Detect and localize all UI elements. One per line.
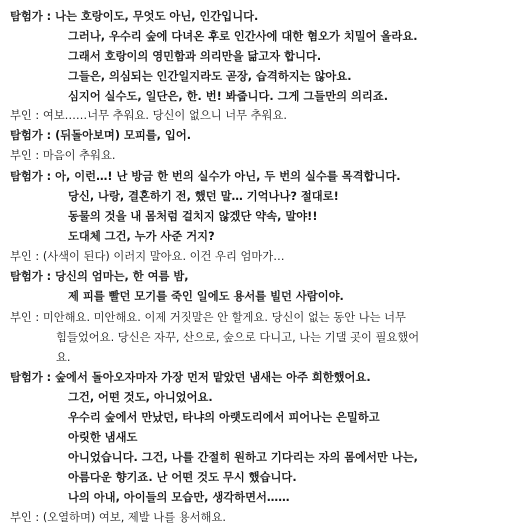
dialogue-line-explorer: 탐험가 : 나는 호랑이도, 무엇도 아닌, 인간입니다.: [10, 10, 259, 23]
dialogue-line-continuation: 그래서 호랑이의 영민함과 의리만을 닮고자 합니다.: [68, 50, 322, 63]
dialogue-line-wife: 부인 : (사색이 된다) 이러지 말아요. 이건 우리 엄마가…: [10, 250, 285, 263]
dialogue-line-wife-cropped: 부인 : (오열하며) 여보, 제발 나를 용서해요.: [10, 511, 226, 524]
dialogue-line-wife: 부인 : 여보……너무 추워요. 당신이 없으니 너무 추워요.: [10, 109, 287, 122]
dialogue-line-explorer: 탐험가 : 숲에서 돌아오자마자 가장 먼저 맡았던 냄새는 아주 희한했어요.: [10, 371, 371, 384]
dialogue-line-continuation: 나의 아내, 아이들의 모습만, 생각하면서……: [68, 491, 290, 504]
dialogue-line-explorer: 탐험가 : (뒤돌아보며) 모피를, 입어.: [10, 129, 192, 142]
dialogue-line-continuation: 힘들었어요. 당신은 자꾸, 산으로, 숲으로 다니고, 나는 기댈 곳이 필요했어: [56, 331, 420, 344]
dialogue-line-continuation: 그러나, 우수리 숲에 다녀온 후로 인간사에 대한 혐오가 치밀어 올라요.: [68, 30, 418, 43]
dialogue-line-continuation: 우수리 숲에서 만났던, 타냐의 아랫도리에서 피어나는 은밀하고: [68, 411, 380, 424]
dialogue-line-continuation: 도대체 그건, 누가 사준 거지?: [68, 230, 215, 243]
dialogue-line-continuation: 심지어 실수도, 일단은, 한. 번! 봐줍니다. 그게 그들만의 의리죠.: [68, 90, 388, 103]
dialogue-line-wife: 부인 : 마음이 추워요.: [10, 149, 116, 162]
dialogue-line-wife: 부인 : 미안해요. 미안해요. 이제 거짓말은 안 할게요. 당신이 없는 동안 나는 너무: [10, 311, 406, 324]
dialogue-line-continuation: 동물의 것을 내 몸처럼 걸치지 않겠단 약속, 말야!!: [68, 210, 318, 223]
dialogue-line-continuation: 아름다운 향기죠. 난 어떤 것도 무시 했습니다.: [68, 471, 297, 484]
dialogue-line-continuation: 아니었습니다. 그건, 나를 간절히 원하고 기다리는 자의 몸에서만 나는,: [68, 451, 418, 464]
dialogue-line-continuation: 그들은, 의심되는 인간일지라도 곧장, 습격하지는 않아요.: [68, 70, 352, 83]
dialogue-line-continuation: 아릿한 냄새도: [68, 431, 138, 444]
dialogue-line-explorer: 탐험가 : 당신의 엄마는, 한 여름 밤,: [10, 270, 189, 283]
dialogue-line-explorer: 탐험가 : 아, 이런…! 난 방금 한 번의 실수가 아닌, 두 번의 실수를 목격합니다.: [10, 170, 401, 183]
dialogue-line-continuation: 요.: [56, 351, 71, 364]
dialogue-line-continuation: 그건, 어떤 것도, 아니었어요.: [68, 391, 213, 404]
dialogue-line-continuation: 제 피를 빨던 모기를 죽인 일에도 용서를 빌던 사람이야.: [68, 290, 344, 303]
dialogue-line-continuation: 당신, 나랑, 결혼하기 전, 했던 말… 기억나나? 절대로!: [68, 190, 339, 203]
